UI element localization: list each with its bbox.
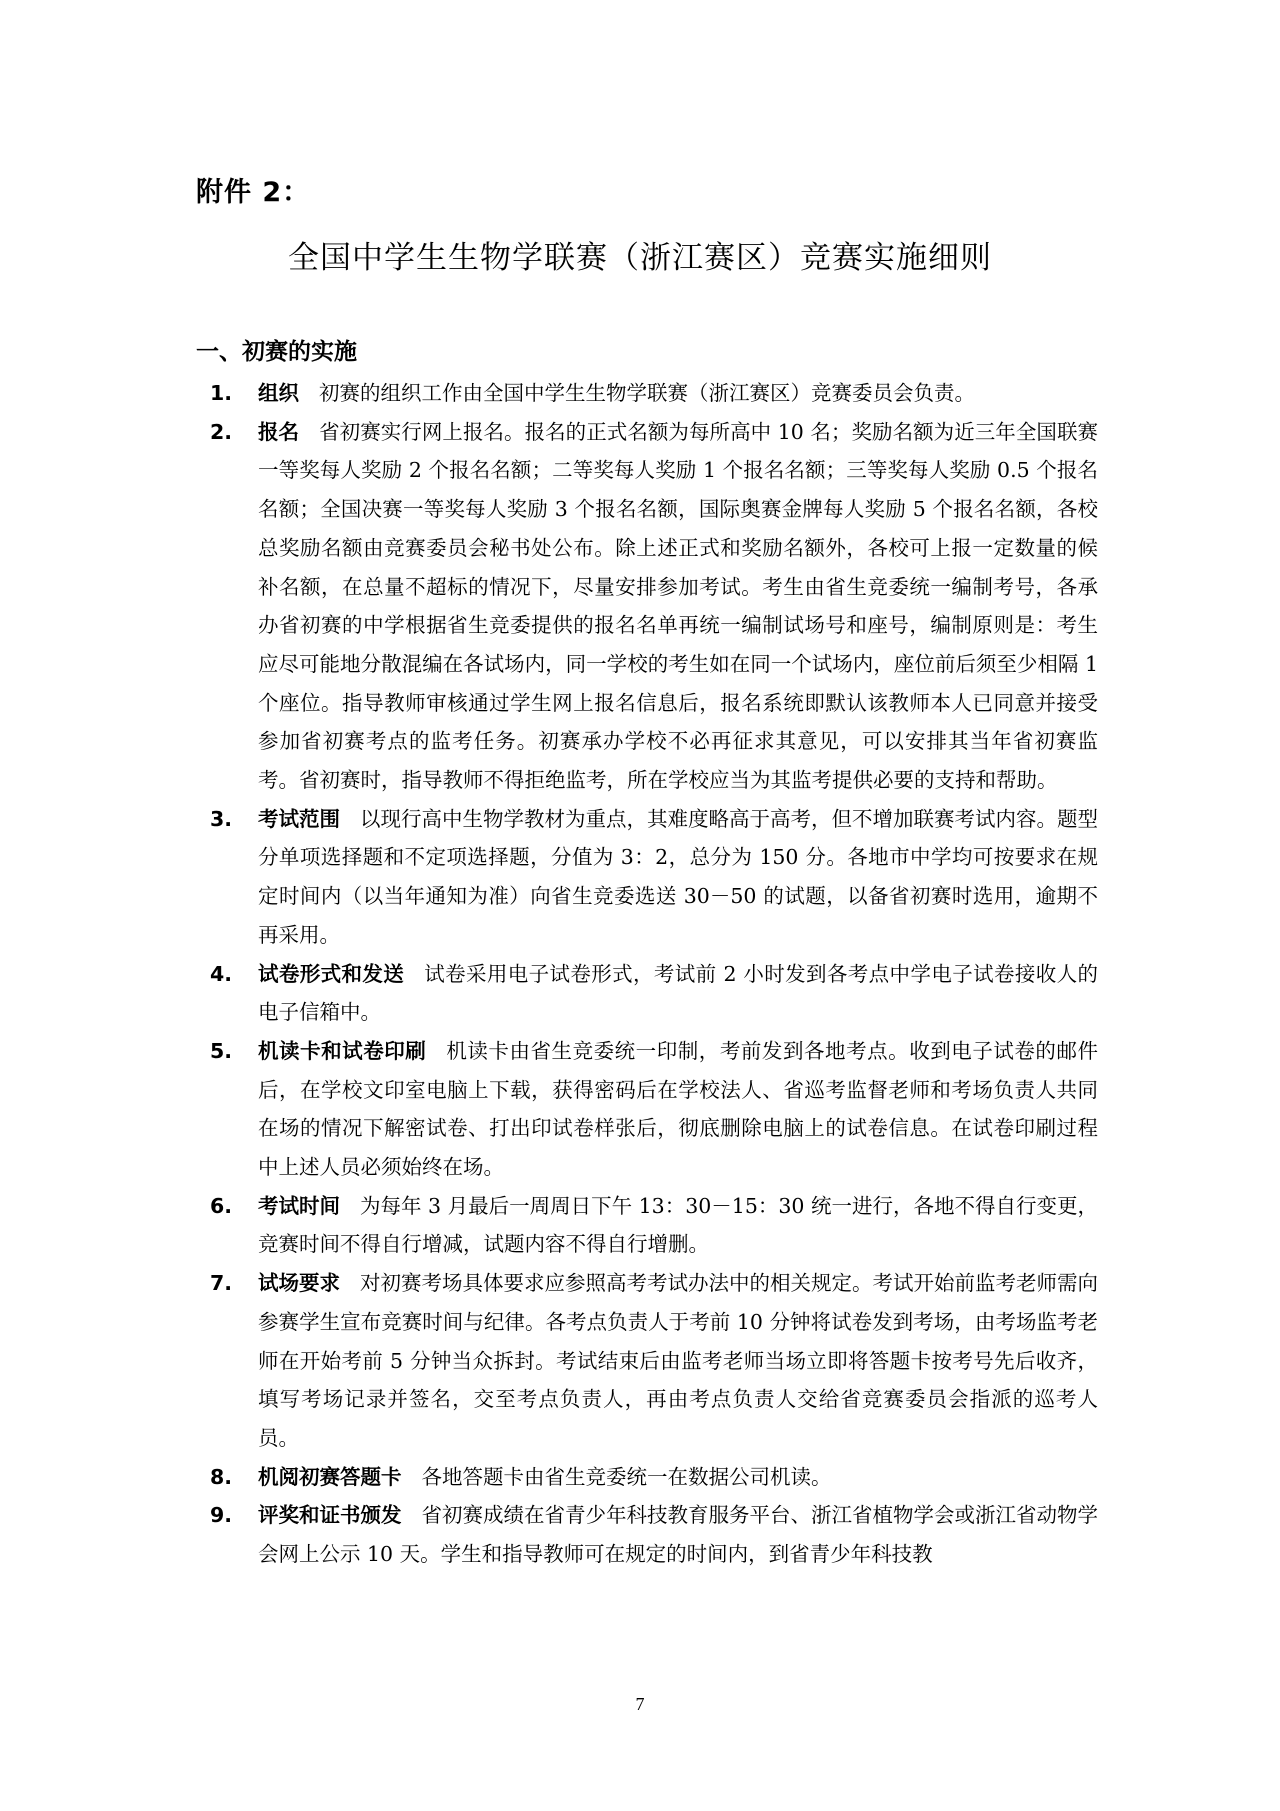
item-number: 7.	[210, 1271, 233, 1296]
list-item-organization	[196, 374, 1098, 413]
item-number: 2.	[210, 419, 233, 444]
item-text: 以现行高中生物学教材为重点，其难度略高于高考，但不增加联赛考试内容。题型分单项选择题和不定项选择题，分值为 3：2，总分为 150 分。各地市中学均可按要求在规定时间内（以当年通知为准）向省生竞委选送 30－50 的试题，以备省初赛时选用，逾期不再采用。	[258, 806, 1098, 947]
item-number: 5.	[210, 1038, 233, 1063]
section-items-list	[196, 374, 1098, 1574]
item-title: 考试时间	[258, 1193, 341, 1218]
list-item-exam-room	[196, 1264, 1098, 1458]
item-number: 6.	[210, 1193, 233, 1218]
item-title: 报名	[258, 419, 300, 444]
item-text: 各地答题卡由省生竞委统一在数据公司机读。	[421, 1464, 832, 1489]
item-text: 机读卡由省生竞委统一印制，考前发到各地考点。收到电子试卷的邮件后，在学校文印室电脑上下载，获得密码后在学校法人、省巡考监督老师和考场负责人共同在场的情况下解密试卷、打出印试卷样张后，彻底删除电脑上的试卷信息。在试卷印刷过程中上述人员必须始终在场。	[258, 1038, 1099, 1180]
section-heading: 一、初赛的实施	[196, 339, 357, 365]
list-item-paper-delivery	[196, 955, 1098, 1032]
list-item-card-printing	[196, 1032, 1098, 1187]
item-title: 机读卡和试卷印刷	[258, 1038, 427, 1063]
item-number: 4.	[210, 961, 233, 986]
page-number: 7	[635, 1694, 645, 1714]
list-item-answer-card	[196, 1458, 1098, 1497]
item-text: 初赛的组织工作由全国中学生生物学联赛（浙江赛区）竞赛委员会负责。	[319, 381, 975, 405]
document-title: 全国中学生生物学联赛（浙江赛区）竞赛实施细则	[288, 240, 992, 276]
item-title: 试卷形式和发送	[258, 961, 405, 986]
item-title: 考试范围	[258, 806, 340, 831]
list-item-registration	[196, 413, 1098, 800]
item-number: 3.	[210, 806, 233, 831]
item-number: 9.	[210, 1503, 233, 1528]
item-number: 8.	[210, 1464, 233, 1489]
item-text: 对初赛考场具体要求应参照高考考试办法中的相关规定。考试开始前监考老师需向参赛学生宣布竞赛时间与纪律。各考点负责人于考前 10 分钟将试卷发到考场，由考场监考老师在开始考前 5 分钟当众拆封。考试结束后由监考老师当场立即将答题卡按考号先后收齐，填写考场记录并签名，交至考点负责人，再由考点负责人交给省竞赛委员会指派的巡考人员。	[258, 1271, 1098, 1450]
item-text: 省初赛成绩在省青少年科技教育服务平台、浙江省植物学会或浙江省动物学会网上公示 10 天。学生和指导教师可在规定的时间内，到省青少年科技教	[258, 1503, 1098, 1567]
item-number: 1.	[210, 381, 233, 405]
attachment-label: 附件 2：	[196, 177, 311, 208]
item-title: 评奖和证书颁发	[258, 1503, 402, 1528]
item-text: 省初赛实行网上报名。报名的正式名额为每所高中 10 名；奖励名额为近三年全国联赛一等奖每人奖励 2 个报名名额；二等奖每人奖励 1 个报名名额；三等奖每人奖励 0.5 个报名名额；全国决赛一等奖每人奖励 3 个报名名额，国际奥赛金牌每人奖励 5 个报名名额，各校总奖励名额由竞赛委员会秘书处公布。除上述正式和奖励名额外，各校可上报一定数量的候补名额，在总量不超标的情况下，尽量安排参加考试。考生由省生竞委统一编制考号，各承办省初赛的中学根据省生竞委提供的报名名单再统一编制试场号和座号，编制原则是：考生应尽可能地分散混编在各试场内，同一学校的考生如在同一个试场内，座位前后须至少相隔 1 个座位。指导教师审核通过学生网上报名信息后，报名系统即默认该教师本人已同意并接受参加省初赛考点的监考任务。初赛承办学校不必再征求其意见，可以安排其当年省初赛监考。省初赛时，指导教师不得拒绝监考，所在学校应当为其监考提供必要的支持和帮助。	[258, 419, 1099, 793]
list-item-exam-time	[196, 1187, 1098, 1264]
item-title: 机阅初赛答题卡	[258, 1464, 402, 1489]
item-text: 试卷采用电子试卷形式，考试前 2 小时发到各考点中学电子试卷接收人的电子信箱中。	[258, 961, 1099, 1025]
item-title: 组织	[258, 381, 299, 405]
list-item-exam-scope	[196, 800, 1098, 955]
list-item-awards	[196, 1496, 1098, 1573]
item-text: 为每年 3 月最后一周周日下午 13：30－15：30 统一进行，各地不得自行变更，竞赛时间不得自行增减，试题内容不得自行增删。	[258, 1193, 1099, 1257]
item-title: 试场要求	[258, 1271, 340, 1296]
